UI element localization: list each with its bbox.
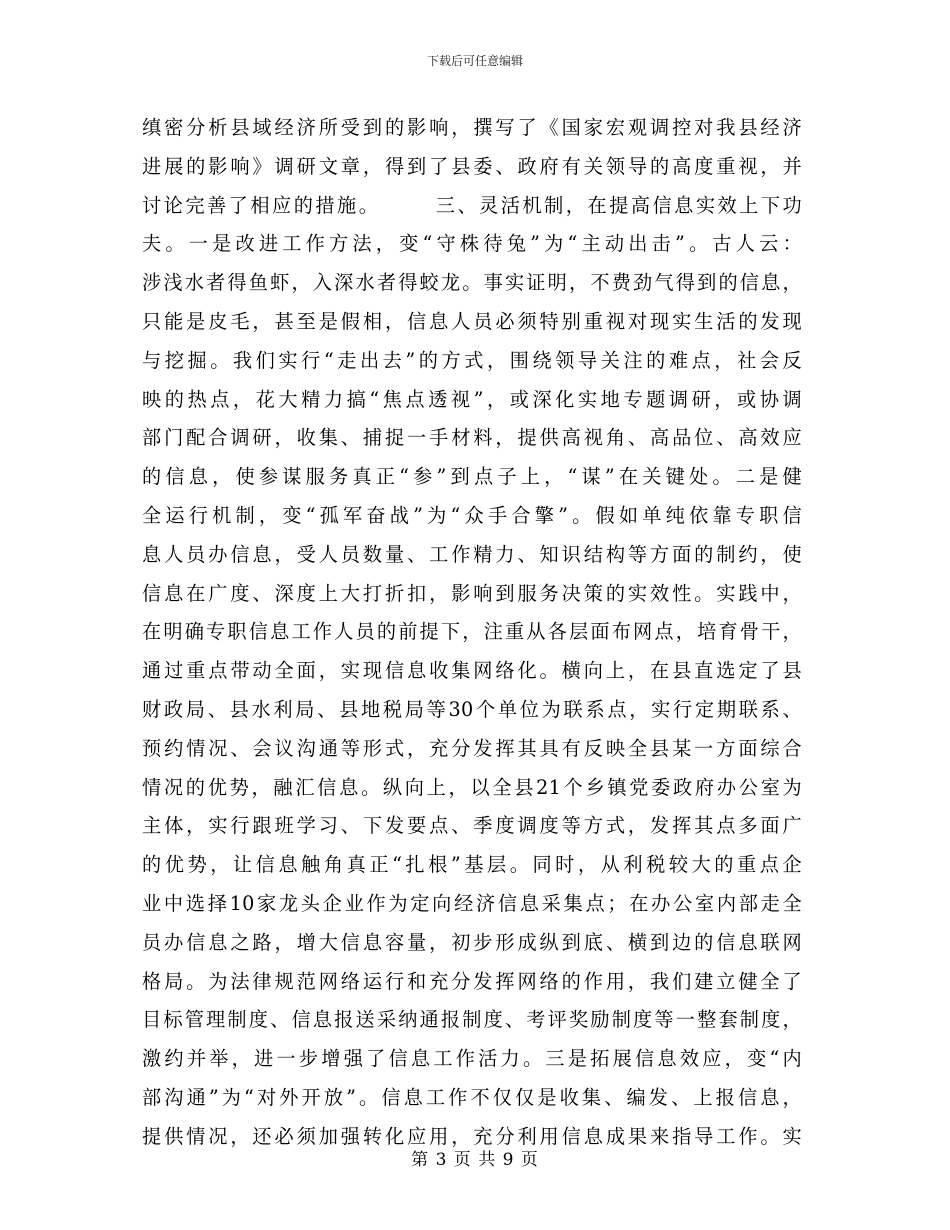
text-line: 通过重点带动全面，实现信息收集网络化。横向上，在县直选定了县 (142, 659, 802, 683)
text-line: 进展的影响》调研文章，得到了县委、政府有关领导的高度重视，并 (142, 154, 802, 178)
text-line: 映的热点，花大精力搞“焦点透视”，或深化实地专题调研，或协调 (142, 387, 802, 411)
page-header-note: 下载后可任意编辑 (426, 54, 523, 68)
text-line: 主体，实行跟班学习、下发要点、季度调度等方式，发挥其点多面广 (142, 814, 802, 838)
text-line: 的优势，让信息触角真正“扎根”基层。同时，从利税较大的重点企 (142, 853, 802, 877)
text-line: 情况的优势，融汇信息。纵向上，以全县21个乡镇党委政府办公室为 (142, 775, 802, 799)
text-line: 预约情况、会议沟通等形式，充分发挥其具有反映全县某一方面综合 (142, 736, 802, 760)
text-line: 部沟通”为“对外开放”。信息工作不仅仅是收集、编发、上报信息， (142, 1085, 802, 1109)
text-line: 财政局、县水利局、县地税局等30个单位为联系点，实行定期联系、 (142, 697, 802, 721)
text-line: 信息在广度、深度上大打折扣，影响到服务决策的实效性。实践中， (142, 581, 802, 605)
text-line: 格局。为法律规范网络运行和充分发挥网络的作用，我们建立健全了 (142, 969, 802, 993)
text-line: 员办信息之路，增大信息容量，初步形成纵到底、横到边的信息联网 (142, 930, 802, 954)
text-line: 部门配合调研，收集、捕捉一手材料，提供高视角、高品位、高效应 (142, 426, 802, 450)
page-number: 第 3 页 共 9 页 (411, 1150, 539, 1170)
text-line: 缜密分析县域经济所受到的影响，撰写了《国家宏观调控对我县经济 (142, 116, 802, 139)
text-line: 在明确专职信息工作人员的前提下，注重从各层面布网点，培育骨干， (142, 620, 802, 644)
body-text (142, 109, 802, 1157)
text-line: 与挖掘。我们实行“走出去”的方式，围绕领导关注的难点，社会反 (142, 348, 802, 372)
text-line: 提供情况，还必须加强转化应用，充分利用信息成果来指导工作。实 (142, 1124, 802, 1148)
text-line: 激约并举，进一步增强了信息工作活力。三是拓展信息效应，变“内 (142, 1047, 802, 1071)
text-line: 讨论完善了相应的措施。 三、灵活机制，在提高信息实效上下功 (142, 193, 802, 217)
text-line: 只能是皮毛，甚至是假相，信息人员必须特别重视对现实生活的发现 (142, 309, 802, 333)
text-line: 目标管理制度、信息报送采纳通报制度、考评奖励制度等一整套制度， (142, 1008, 802, 1032)
text-line: 夫。一是改进工作方法，变“守株待兔”为“主动出击”。古人云： (142, 232, 802, 256)
text-line: 息人员办信息，受人员数量、工作精力、知识结构等方面的制约，使 (142, 542, 802, 566)
text-line: 全运行机制，变“孤军奋战”为“众手合擎”。假如单纯依靠专职信 (142, 503, 802, 527)
text-line: 的信息，使参谋服务真正“参”到点子上，“谋”在关键处。二是健 (142, 465, 802, 489)
text-line: 业中选择10家龙头企业作为定向经济信息采集点；在办公室内部走全 (142, 891, 802, 915)
text-line: 涉浅水者得鱼虾，入深水者得蛟龙。事实证明，不费劲气得到的信息， (142, 271, 802, 295)
